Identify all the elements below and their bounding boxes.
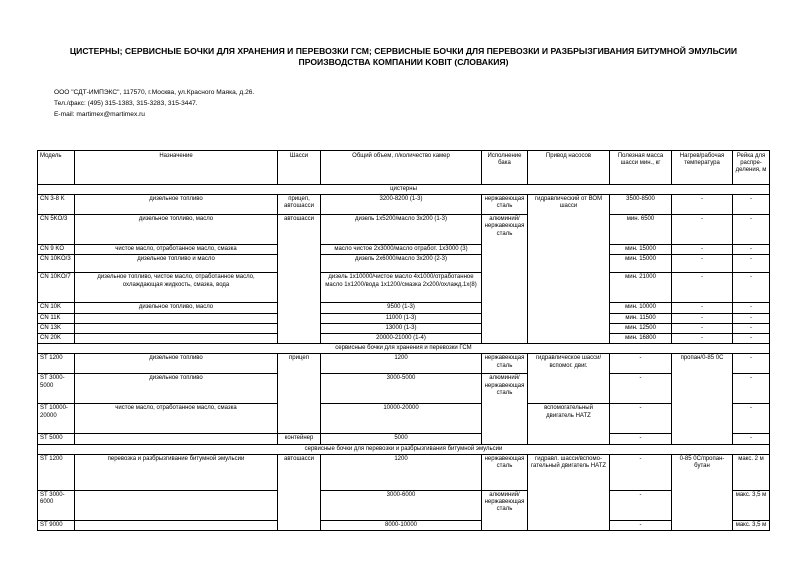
- cell-mass: мин. 11500: [610, 313, 672, 323]
- cell-volume: 11000 (1-3): [321, 313, 482, 323]
- cell-ramp: -: [733, 245, 770, 255]
- cell-model: CN 13K: [38, 323, 75, 333]
- cell-ramp: -: [733, 434, 770, 444]
- cell-purpose: [75, 313, 278, 323]
- header-ramp: Рейка для распре-деления, м: [733, 151, 770, 185]
- cell-volume: 3200-8200 (1-3): [321, 195, 482, 215]
- cell-volume: дизель 1х5200/масло 3х200 (1-3): [321, 215, 482, 245]
- cell-purpose: [75, 520, 278, 530]
- section-row: [38, 444, 770, 454]
- cell-mass: -: [610, 490, 672, 520]
- cell-heating: -: [672, 255, 733, 273]
- cell-mass: -: [610, 520, 672, 530]
- table-row: [38, 520, 770, 530]
- cell-mass: мин. 12500: [610, 323, 672, 333]
- cell-purpose: перевозка и разбрызгивание битумной эмульсии: [75, 454, 278, 490]
- cell-mass: мин. 6500: [610, 215, 672, 245]
- header-row: [38, 151, 770, 185]
- section-tanks: цистерны: [38, 185, 770, 195]
- table-row: [38, 323, 770, 333]
- cell-model: ST 1200: [38, 454, 75, 490]
- cell-purpose: [75, 334, 278, 344]
- cell-heating: -: [672, 303, 733, 313]
- cell-heating: -: [672, 215, 733, 245]
- cell-ramp: -: [733, 195, 770, 215]
- table-row: [38, 313, 770, 323]
- cell-model: ST 9000: [38, 520, 75, 530]
- cell-purpose: [75, 490, 278, 520]
- cell-heating: -: [672, 334, 733, 344]
- table-row: [38, 354, 770, 374]
- company-phone: Тел./факс: (495) 315-1383, 315-3283, 315-3447.: [54, 100, 198, 107]
- cell-material: нержавеющая сталь: [482, 454, 528, 490]
- cell-chassis: прицеп: [278, 354, 321, 434]
- cell-ramp: -: [733, 374, 770, 404]
- cell-model: ST 5000: [38, 434, 75, 444]
- header-mass: Полезная масса шасси мин., кг: [610, 151, 672, 185]
- cell-model: CN 10KO/3: [38, 255, 75, 273]
- cell-pump: гидравл. шасси/вспомо-гательный двигатель HATZ: [528, 454, 610, 530]
- cell-material: нержавеющая сталь: [482, 195, 528, 215]
- cell-pump: вспомогательный двигатель HATZ: [528, 404, 610, 444]
- cell-mass: мин. 15000: [610, 245, 672, 255]
- product-table: [37, 150, 770, 531]
- cell-purpose: дизельное топливо: [75, 374, 278, 404]
- cell-material: нержавеющая сталь: [482, 354, 528, 374]
- header-pump: Привод насосов: [528, 151, 610, 185]
- cell-volume: 10000-20000: [321, 404, 482, 434]
- cell-heating: -: [672, 245, 733, 255]
- table-row: [38, 273, 770, 303]
- cell-model: ST 3000-6000: [38, 490, 75, 520]
- company-address: ООО "СДТ-ИМПЭКС", 117570, г.Москва, ул.Красного Маяка, д.26.: [54, 89, 255, 96]
- cell-purpose: дизельное топливо: [75, 195, 278, 215]
- header-volume: Общий объем, л/количество камер: [321, 151, 482, 185]
- cell-mass: мин. 16800: [610, 334, 672, 344]
- header-material: Исполнение бака: [482, 151, 528, 185]
- cell-chassis: автошасси: [278, 215, 321, 344]
- table-row: [38, 195, 770, 215]
- cell-ramp: -: [733, 334, 770, 344]
- cell-material: алюминий/ нержавеющая сталь: [482, 374, 528, 444]
- cell-volume: масло чистое 2х3000/масло отработ. 1х3000 (3): [321, 245, 482, 255]
- table-row: [38, 255, 770, 273]
- cell-purpose: дизельное топливо, масло: [75, 215, 278, 245]
- cell-model: ST 1200: [38, 354, 75, 374]
- cell-heating: -: [672, 313, 733, 323]
- section-row: [38, 185, 770, 195]
- cell-material: алюминий/ нержавеющая сталь: [482, 490, 528, 530]
- company-email[interactable]: E-mail: martimex@martimex.ru: [54, 111, 145, 118]
- table-row: [38, 303, 770, 313]
- cell-heating: -: [672, 323, 733, 333]
- cell-ramp: -: [733, 354, 770, 374]
- cell-mass: -: [610, 354, 672, 374]
- cell-mass: 3500-8500: [610, 195, 672, 215]
- cell-ramp: макс. 2 м: [733, 454, 770, 490]
- cell-volume: 9500 (1-3): [321, 303, 482, 313]
- table-row: [38, 374, 770, 404]
- cell-mass: -: [610, 404, 672, 434]
- table-row: [38, 245, 770, 255]
- cell-model: CN 20K: [38, 334, 75, 344]
- cell-ramp: -: [733, 273, 770, 303]
- cell-ramp: -: [733, 323, 770, 333]
- cell-model: ST 10000-20000: [38, 404, 75, 434]
- cell-volume: 13000 (1-3): [321, 323, 482, 333]
- cell-model: CN 3-8 K: [38, 195, 75, 215]
- cell-purpose: дизельное топливо: [75, 354, 278, 374]
- cell-heating: пропан/0-85 0С: [672, 354, 733, 444]
- header-chassis: Шасси: [278, 151, 321, 185]
- cell-purpose: [75, 323, 278, 333]
- title-line-1: ЦИСТЕРНЫ; СЕРВИСНЫЕ БОЧКИ ДЛЯ ХРАНЕНИЯ И ПЕРЕВОЗКИ ГСМ; СЕРВИСНЫЕ БОЧКИ ДЛЯ ПЕРЕВОЗКИ И РАЗБРЫЗГИВАНИЯ БИТУМНОЙ ЭМУЛЬСИИ: [69, 46, 738, 56]
- cell-model: CN 11K: [38, 313, 75, 323]
- section-bitumen-service: сервисные бочки для перевозки и разбрызгивания битумной эмульсии: [38, 444, 770, 454]
- cell-model: CN 9 KO: [38, 245, 75, 255]
- cell-mass: -: [610, 434, 672, 444]
- cell-heating: 0-85 0С/пропан-бутан: [672, 454, 733, 530]
- cell-pump: гидравлический от ВОМ шасси: [528, 195, 610, 344]
- table-row: [38, 434, 770, 444]
- cell-volume: 1200: [321, 454, 482, 490]
- cell-pump: гидравлическое шасси/вспомог. двиг.: [528, 354, 610, 404]
- section-row: [38, 344, 770, 354]
- cell-ramp: -: [733, 313, 770, 323]
- cell-model: CN 5KO/3: [38, 215, 75, 245]
- cell-purpose: чистое масло, отработанное масло, смазка: [75, 404, 278, 434]
- cell-mass: -: [610, 374, 672, 404]
- cell-volume: 5000: [321, 434, 482, 444]
- cell-material: алюминий/ нержавеющая сталь: [482, 215, 528, 344]
- section-fuel-service: сервисные бочки для хранения и перевозки ГСМ: [38, 344, 770, 354]
- cell-purpose: дизельное топливо, чистое масло, отработанное масло, охлаждающая жидкость, смазка, вода: [75, 273, 278, 303]
- header-heating: Нагрев/рабочая температура: [672, 151, 733, 185]
- header-purpose: Назначение: [75, 151, 278, 185]
- cell-purpose: чистое масло, отработанное масло, смазка: [75, 245, 278, 255]
- cell-volume: 1200: [321, 354, 482, 374]
- cell-purpose: дизельное топливо, масло: [75, 303, 278, 313]
- cell-purpose: [75, 434, 278, 444]
- cell-model: ST 3000-5000: [38, 374, 75, 404]
- cell-model: CN 10KO/7: [38, 273, 75, 303]
- cell-chassis: контейнер: [278, 434, 321, 444]
- cell-chassis: автошасси: [278, 454, 321, 530]
- cell-mass: мин. 21000: [610, 273, 672, 303]
- cell-model: CN 10K: [38, 303, 75, 313]
- cell-purpose: дизельное топливо и масло: [75, 255, 278, 273]
- cell-chassis: прицеп, автошасси: [278, 195, 321, 215]
- cell-volume: 3000-5000: [321, 374, 482, 404]
- cell-ramp: макс. 3,5 м: [733, 520, 770, 530]
- cell-ramp: макс. 3,5 м: [733, 490, 770, 520]
- cell-ramp: -: [733, 404, 770, 434]
- cell-ramp: -: [733, 215, 770, 245]
- cell-mass: мин. 15000: [610, 255, 672, 273]
- page-title: [40, 46, 767, 68]
- cell-volume: 20000-21000 (1-4): [321, 334, 482, 344]
- cell-volume: дизель 2х6000/масло 3х200 (2-3): [321, 255, 482, 273]
- cell-volume: 8000-10000: [321, 520, 482, 530]
- table-row: [38, 215, 770, 245]
- cell-volume: дизель 1х10000/чистое масло 4х1000/отработанное масло 1х1200/вода 1х1200/смазка 2х200/охлажд.1х(8): [321, 273, 482, 303]
- cell-ramp: -: [733, 303, 770, 313]
- cell-volume: 3000-6000: [321, 490, 482, 520]
- cell-ramp: -: [733, 255, 770, 273]
- cell-heating: -: [672, 273, 733, 303]
- header-model: Модель: [38, 151, 75, 185]
- table-row: [38, 334, 770, 344]
- cell-mass: мин. 10000: [610, 303, 672, 313]
- title-line-2: ПРОИЗВОДСТВА КОМПАНИИ KOBIT (СЛОВАКИЯ): [298, 57, 509, 67]
- table-row: [38, 404, 770, 434]
- table-row: [38, 490, 770, 520]
- table-row: [38, 454, 770, 490]
- cell-mass: -: [610, 454, 672, 490]
- cell-heating: -: [672, 195, 733, 215]
